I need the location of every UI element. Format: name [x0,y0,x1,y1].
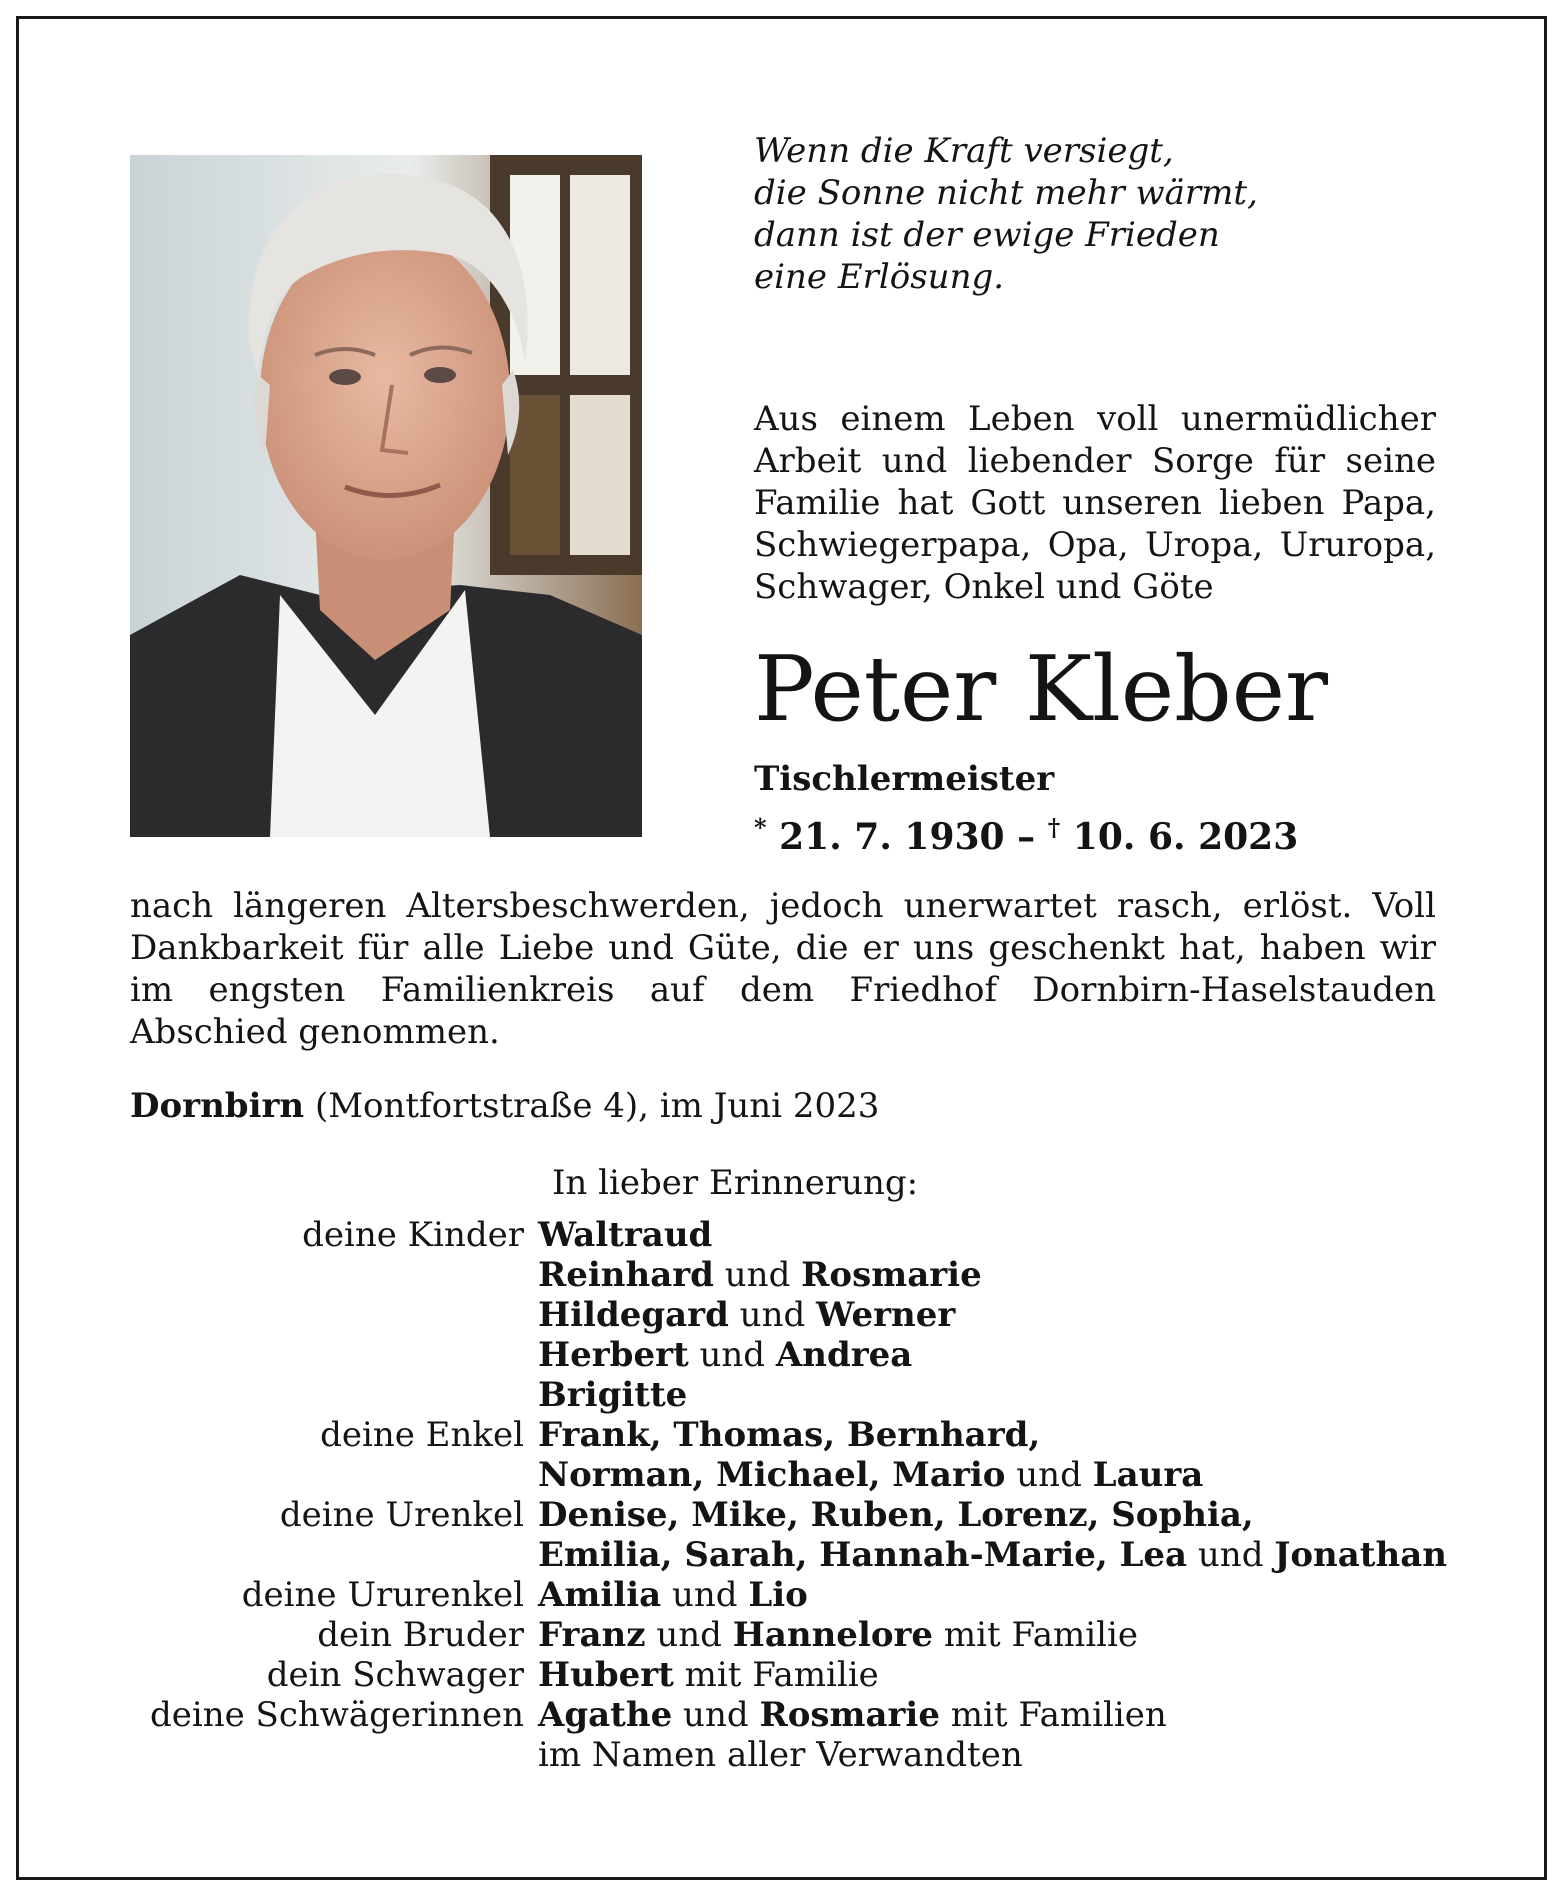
mourner-name: Reinhard [538,1255,714,1295]
mourner-relation: deine Schwägerinnen [149,1695,524,1735]
mourner-row [100,1335,1500,1375]
mourner-names [538,1695,1500,1735]
mourner-name: Andrea [775,1335,913,1375]
mourner-name: Hannelore [732,1615,934,1655]
intro-line: Familie hat Gott unseren lieben Papa, [754,483,1436,523]
mourner-connector: und [661,1575,749,1615]
mourner-name: Emilia, Sarah, Hannah-Marie, Lea [538,1535,1188,1575]
mourner-connector: im Namen aller Verwandten [538,1735,1023,1775]
place-city: Dornbirn [130,1086,305,1126]
mourner-connector: mit Familie [933,1615,1139,1655]
intro-line: Arbeit und liebender Sorge für seine [754,441,1436,481]
mourner-name: Waltraud [538,1215,713,1255]
mourner-relation: deine Kinder [302,1215,524,1255]
mourner-names [538,1295,1500,1335]
mourner-names [538,1495,1500,1535]
mourner-connector: mit Familien [939,1695,1167,1735]
mourner-relation: deine Urenkel [279,1495,524,1535]
mourner-names [538,1575,1500,1615]
mourner-connector: und [688,1335,776,1375]
mourner-name: Hildegard [538,1295,729,1335]
mourner-name: Werner [816,1295,956,1335]
mourner-name: Agathe [538,1695,673,1735]
mourner-row [100,1575,1500,1615]
mourner-relation [100,1735,538,1775]
mourner-name: Rosmarie [759,1695,940,1735]
mourner-name: Jonathan [1274,1535,1447,1575]
mourner-row [100,1535,1500,1575]
mourner-name: Norman, Michael, Mario [538,1455,1006,1495]
mourner-name: Amilia [538,1575,662,1615]
mourner-row [100,1415,1500,1455]
mourner-row [100,1375,1500,1415]
mourner-connector: und [1005,1455,1093,1495]
memory-label: In lieber Erinnerung: [552,1163,919,1203]
mourner-relation [100,1375,538,1415]
mourner-connector: und [713,1255,802,1295]
poem-quote [754,130,1514,298]
quote-line: die Sonne nicht mehr wärmt, [754,173,1258,213]
mourner-name: Herbert [538,1335,689,1375]
mourner-connector: mit Familie [673,1655,879,1695]
mourner-name: Laura [1092,1455,1204,1495]
mourner-row [100,1255,1500,1295]
mourner-relation [100,1455,538,1495]
mourner-names [538,1735,1500,1775]
mourner-names [538,1455,1500,1495]
mourner-relation [100,1335,538,1375]
place-date-line [130,1085,879,1127]
intro-line: Schwager, Onkel und Göte [754,567,1214,607]
mourner-row [100,1455,1500,1495]
mourner-row [100,1295,1500,1335]
mourner-row [100,1655,1500,1695]
mourner-names [538,1615,1500,1655]
mourner-name: Hubert [538,1655,674,1695]
deceased-name: Peter Kleber [754,637,1329,742]
mourner-names [538,1335,1500,1375]
mourner-row [100,1615,1500,1655]
quote-line: Wenn die Kraft versiegt, [754,131,1174,171]
mourner-relation: dein Schwager [266,1655,524,1695]
death-date: 10. 6. 2023 [1072,816,1299,858]
intro-line: Aus einem Leben voll unermüdlicher [754,399,1436,439]
mourner-name: Denise, Mike, Ruben, Lorenz, Sophia, [538,1495,1254,1535]
mourner-row [100,1495,1500,1535]
life-dates [754,806,1298,859]
place-address: (Montfortstraße 4), im Juni 2023 [314,1086,880,1126]
mourner-relation [100,1295,538,1335]
portrait-photo [130,155,642,837]
intro-line: Schwiegerpapa, Opa, Uropa, Ururopa, [754,525,1436,565]
body-paragraph: nach längeren Altersbeschwerden, jedoch unerwartet rasch, erlöst. Voll Dankbarkeit für alle Liebe und Güte, die er uns geschenkt hat, haben wir im engsten Familienkreis auf dem Friedhof Dornbirn-Haselstauden Abschied genommen. [130,886,1436,1052]
mourner-row [100,1735,1500,1775]
mourner-row [100,1695,1500,1735]
death-symbol: † [1047,813,1061,842]
mourner-relation [100,1255,538,1295]
mourner-names [538,1535,1500,1575]
quote-line: eine Erlösung. [754,257,1005,297]
mourner-connector: und [645,1615,733,1655]
intro-text [754,398,1436,608]
mourner-row [100,1215,1500,1255]
mourner-relation: deine Ururenkel [241,1575,524,1615]
mourner-names [538,1215,1500,1255]
date-separator: – [1017,816,1036,858]
mourner-name: Rosmarie [801,1255,982,1295]
mourners-list [100,1215,1500,1775]
mourner-relation: deine Enkel [320,1415,524,1455]
birth-symbol: * [754,813,767,842]
mourner-names [538,1415,1500,1455]
mourner-name: Frank, Thomas, Bernhard, [538,1415,1041,1455]
mourner-connector: und [1187,1535,1275,1575]
mourner-relation: dein Bruder [317,1615,524,1655]
mourner-connector: und [672,1695,760,1735]
mourner-names [538,1655,1500,1695]
birth-date: 21. 7. 1930 [779,816,1005,858]
mourner-name: Lio [748,1575,808,1615]
quote-line: dann ist der ewige Frieden [754,215,1220,255]
mourner-names [538,1255,1500,1295]
mourner-relation [100,1535,538,1575]
deceased-profession: Tischlermeister [754,759,1055,799]
mourner-names [538,1375,1500,1415]
mourner-name: Brigitte [538,1375,688,1415]
mourner-connector: und [728,1295,817,1335]
mourner-name: Franz [538,1615,646,1655]
